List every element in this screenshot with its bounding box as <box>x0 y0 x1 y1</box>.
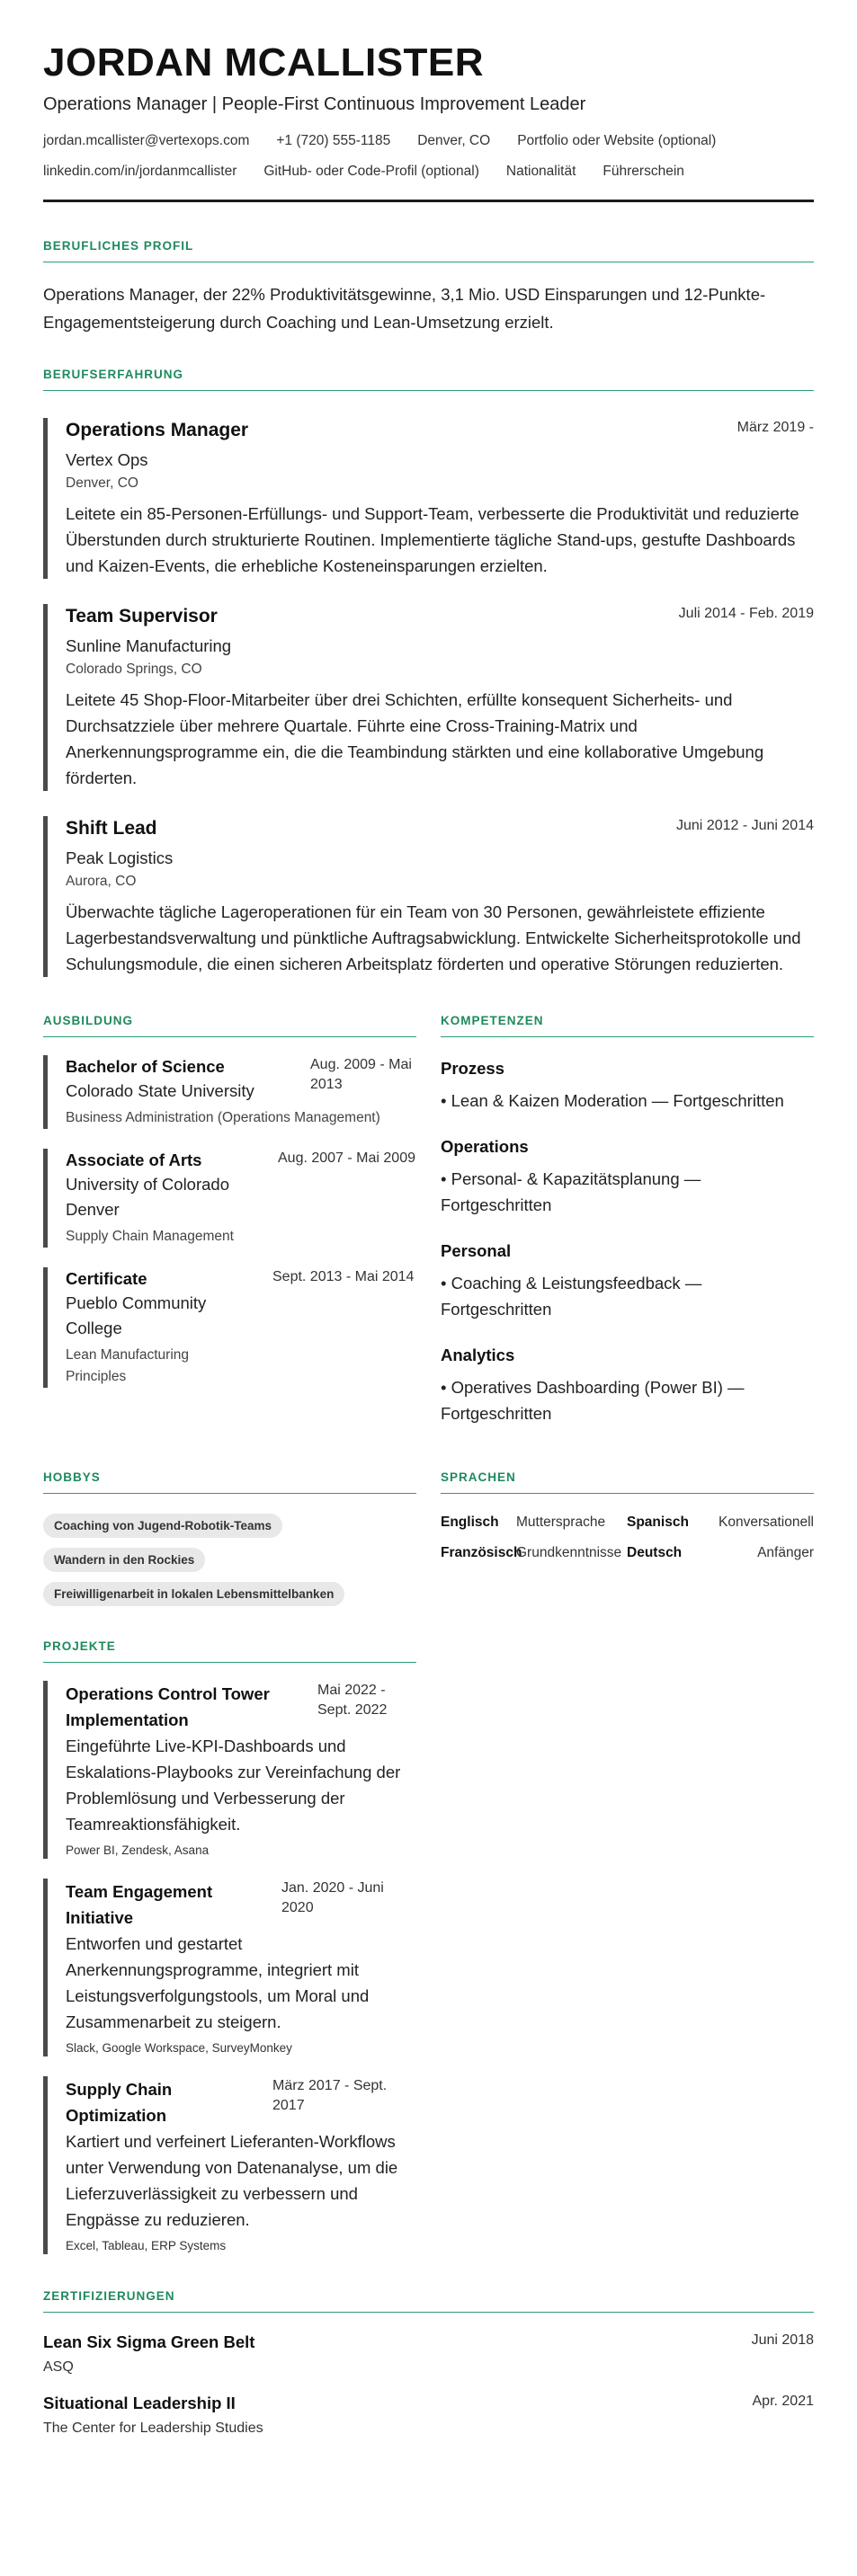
certification-date: Apr. 2021 <box>752 2394 814 2409</box>
education-school: Colorado State University <box>66 1081 254 1100</box>
job-company: Vertex Ops <box>66 450 148 469</box>
skill-category: Prozess <box>441 1059 504 1078</box>
skill-group <box>441 1057 814 1114</box>
section-title-profile: BERUFLICHES PROFIL <box>43 239 194 253</box>
education-field: Lean Manufacturing Principles <box>66 1347 190 1384</box>
skills-section <box>441 1013 814 1426</box>
section-divider <box>43 390 814 391</box>
education-school: Pueblo Community College <box>66 1293 207 1337</box>
project-title: Team Engagement Initiative <box>66 1882 213 1927</box>
header-divider <box>43 200 814 202</box>
project-entry <box>43 2076 416 2254</box>
certification-issuer: ASQ <box>43 2359 74 2375</box>
certification-issuer: The Center for Leadership Studies <box>43 2421 263 2436</box>
profile-text: Operations Manager, der 22% Produktivitätsgewinne, 3,1 Mio. USD Einsparungen und 12-Punkte-Engagementsteigerung durch Coaching und Lean-Umsetzung erzielt. <box>43 285 766 332</box>
skill-item: • Lean & Kaizen Moderation — Fortgeschritten <box>441 1091 784 1110</box>
languages-grid <box>441 1514 814 1562</box>
section-title-projects: PROJEKTE <box>43 1639 116 1653</box>
job-location: Denver, CO <box>66 475 138 491</box>
job-entry <box>43 418 814 579</box>
education-entry <box>43 1149 416 1248</box>
candidate-name: JORDAN MCALLISTER <box>43 40 485 84</box>
hobby-chip: Coaching von Jugend-Robotik-Teams <box>43 1514 282 1538</box>
skill-group <box>441 1135 814 1218</box>
project-description: Entworfen und gestartet Anerkennungsprogramme, integriert mit Leistungsverfolgungstools, um Moral und Zusammenarbeit zu steigern. <box>66 1934 370 2031</box>
certification-entry <box>43 2392 814 2438</box>
section-divider <box>441 1493 814 1494</box>
contact-row-2 <box>43 162 814 182</box>
section-divider <box>43 1036 416 1037</box>
language-name: Französisch <box>441 1545 522 1560</box>
job-location: Colorado Springs, CO <box>66 662 202 677</box>
job-title: Shift Lead <box>66 818 157 839</box>
language-level: Konversationell <box>719 1515 814 1530</box>
section-title-experience: BERUFSERFAHRUNG <box>43 368 184 381</box>
skill-category: Operations <box>441 1137 529 1156</box>
language-level: Grundkenntnisse <box>516 1545 622 1560</box>
project-tech: Slack, Google Workspace, SurveyMonkey <box>66 2041 292 2055</box>
section-divider <box>43 2312 814 2313</box>
project-date: März 2017 - Sept. 2017 <box>272 2078 388 2113</box>
contact-phone[interactable]: +1 (720) 555-1185 <box>276 133 391 148</box>
hobbies-section <box>43 1470 416 1606</box>
certification-name: Situational Leadership II <box>43 2394 236 2412</box>
section-title-education: AUSBILDUNG <box>43 1014 133 1027</box>
job-company: Sunline Manufacturing <box>66 636 232 655</box>
job-description: Leitete ein 85-Personen-Erfüllungs- und Support-Team, verbesserte die Produktivität und reduzierte Überstunden durch strukturierte Routinen. Implementierte tägliche Stand-ups, gestufte Dashboards und Kaizen-Events, die erhebliche Kosteneinsparungen erzielten. <box>66 504 799 575</box>
education-date: Aug. 2007 - Mai 2009 <box>278 1150 415 1166</box>
section-title-certifications: ZERTIFIZIERUNGEN <box>43 2289 175 2303</box>
project-description: Kartiert und verfeinert Lieferanten-Workflows unter Verwendung von Datenanalyse, um die Lieferzuverlässigkeit zu verbessern und Engpässe zu reduzieren. <box>66 2132 398 2229</box>
certifications-section <box>43 2288 814 2438</box>
job-description: Leitete 45 Shop-Floor-Mitarbeiter über drei Schichten, erfüllte konsequent Sicherheits- und Durchsatzziele über mehrere Quartale. Führte eine Cross-Training-Matrix und Anerkennungsprogramme ein, die die Teambindung stärkten und eine kollaborative Umgebung förderten. <box>66 690 764 787</box>
education-school: University of Colorado Denver <box>66 1175 229 1219</box>
project-date: Jan. 2020 - Juni 2020 <box>281 1880 384 1915</box>
skill-item: • Personal- & Kapazitätsplanung — Fortgeschritten <box>441 1169 701 1214</box>
skill-item: • Coaching & Leistungsfeedback — Fortgeschritten <box>441 1274 702 1319</box>
languages-section <box>441 1470 814 1606</box>
contact-nationality: Nationalität <box>505 164 576 179</box>
contact-row-1 <box>43 131 814 151</box>
job-entry <box>43 816 814 977</box>
language-name: Spanisch <box>627 1515 689 1530</box>
job-location: Aurora, CO <box>66 874 137 889</box>
contact-portfolio[interactable]: Portfolio oder Website (optional) <box>517 133 717 148</box>
project-title: Operations Control Tower Implementation <box>66 1684 270 1729</box>
education-skills-row <box>43 1013 814 1426</box>
section-title-skills: KOMPETENZEN <box>441 1014 544 1027</box>
education-date: Aug. 2009 - Mai 2013 <box>310 1057 412 1092</box>
contact-github[interactable]: GitHub- oder Code-Profil (optional) <box>263 164 479 179</box>
education-degree: Certificate <box>66 1269 147 1288</box>
project-title: Supply Chain Optimization <box>66 2080 173 2125</box>
project-entry <box>43 1681 416 1859</box>
certification-date: Juni 2018 <box>751 2332 814 2348</box>
section-title-languages: SPRACHEN <box>441 1470 516 1484</box>
skill-category: Analytics <box>441 1346 515 1364</box>
contact-drivers-license: Führerschein <box>603 164 684 179</box>
section-divider <box>43 1662 416 1663</box>
project-entry <box>43 1879 416 2056</box>
section-divider <box>43 1493 416 1494</box>
language-name: Englisch <box>441 1515 499 1530</box>
education-date: Sept. 2013 - Mai 2014 <box>272 1269 415 1284</box>
job-title: Operations Manager <box>66 420 249 440</box>
project-description: Eingeführte Live-KPI-Dashboards und Eskalations-Playbooks zur Vereinfachung der Problemlösung und Verbesserung der Teamreaktionsfähigkeit. <box>66 1737 401 1834</box>
project-date: Mai 2022 - Sept. 2022 <box>317 1683 388 1718</box>
job-date: März 2019 - <box>736 420 814 435</box>
language-level: Anfänger <box>757 1545 814 1560</box>
skill-item: • Operatives Dashboarding (Power BI) — Fortgeschritten <box>441 1378 745 1423</box>
education-entry <box>43 1055 416 1129</box>
education-section <box>43 1013 416 1426</box>
job-date: Juli 2014 - Feb. 2019 <box>678 606 814 621</box>
certification-entry <box>43 2331 814 2377</box>
project-tech: Power BI, Zendesk, Asana <box>66 1843 210 1857</box>
experience-section <box>43 367 814 977</box>
contact-location: Denver, CO <box>417 133 491 148</box>
job-entry <box>43 604 814 791</box>
projects-section <box>43 1639 416 2254</box>
job-company: Peak Logistics <box>66 848 174 867</box>
skill-group <box>441 1344 814 1426</box>
contact-linkedin[interactable]: linkedin.com/in/jordanmcallister <box>43 164 237 179</box>
hobby-chip: Wandern in den Rockies <box>43 1548 205 1572</box>
education-degree: Bachelor of Science <box>66 1057 225 1076</box>
resume-header <box>43 40 814 202</box>
job-description: Überwachte tägliche Lageroperationen für ein Team von 30 Personen, gewährleistete effiziente Lagerbestandsverwaltung und pünktliche Auftragsabwicklung. Entwickelte Sicherheitsprotokolle und Schulungsmodule, die einen sicheren Arbeitsplatz förderten und operative Störungen reduzierten. <box>66 902 801 973</box>
skill-group <box>441 1239 814 1322</box>
certification-name: Lean Six Sigma Green Belt <box>43 2332 255 2351</box>
hobbies-languages-row <box>43 1470 814 1606</box>
hobby-chip: Freiwilligenarbeit in lokalen Lebensmittelbanken <box>43 1582 344 1606</box>
section-divider <box>441 1036 814 1037</box>
job-title: Team Supervisor <box>66 606 218 626</box>
project-tech: Excel, Tableau, ERP Systems <box>66 2239 227 2252</box>
candidate-headline: Operations Manager | People-First Continuous Improvement Leader <box>43 94 586 114</box>
section-title-hobbies: HOBBYS <box>43 1470 101 1484</box>
language-name: Deutsch <box>627 1545 683 1560</box>
language-level: Muttersprache <box>516 1515 606 1530</box>
skill-category: Personal <box>441 1241 512 1260</box>
education-entry <box>43 1267 416 1388</box>
education-field: Supply Chain Management <box>66 1229 234 1244</box>
education-degree: Associate of Arts <box>66 1150 202 1169</box>
contact-email[interactable]: jordan.mcallister@vertexops.com <box>43 133 250 148</box>
education-field: Business Administration (Operations Management) <box>66 1110 380 1125</box>
profile-section <box>43 238 814 336</box>
job-date: Juni 2012 - Juni 2014 <box>676 818 814 833</box>
